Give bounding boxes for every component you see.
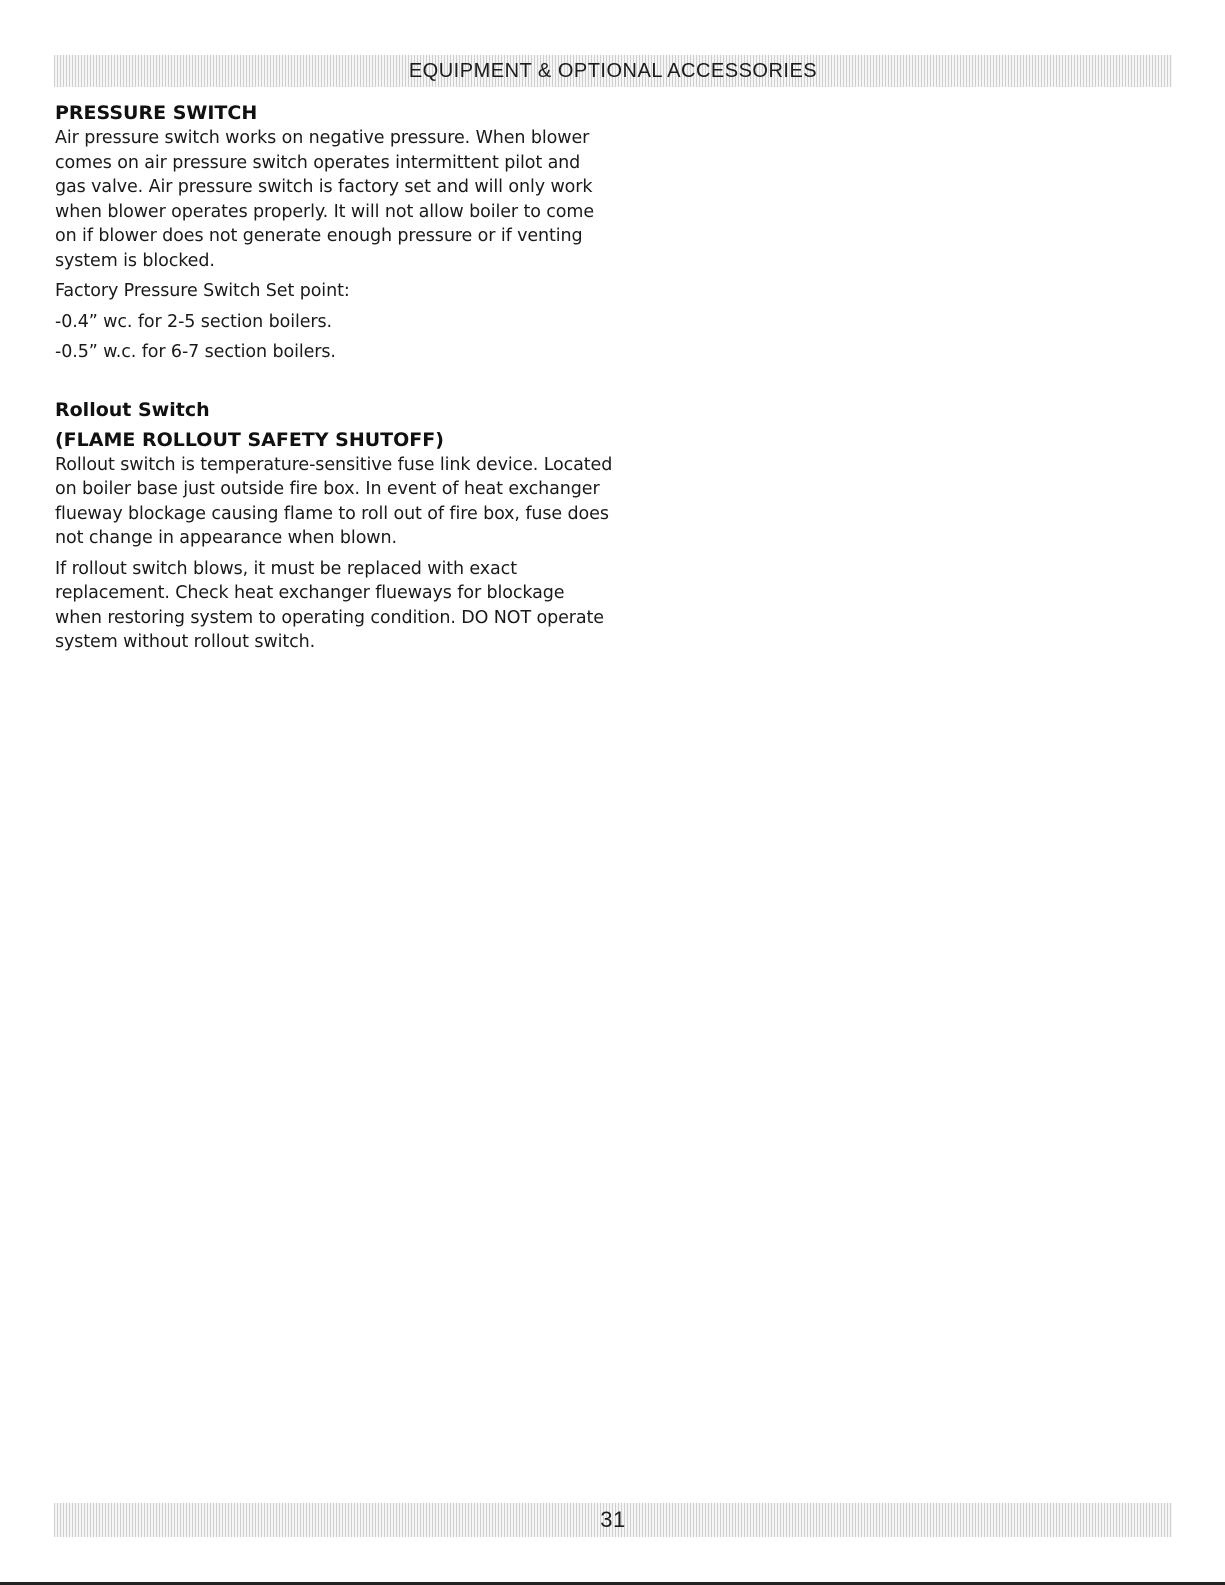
setpoint-label: Factory Pressure Switch Set point: bbox=[55, 281, 350, 301]
rollout-switch-subheading: (FLAME ROLLOUT SAFETY SHUTOFF) bbox=[55, 428, 444, 451]
section-gap bbox=[55, 371, 615, 397]
page-footer-banner bbox=[54, 1503, 1172, 1537]
main-content bbox=[55, 100, 615, 661]
rollout-switch-replacement-note: If rollout switch blows, it must be replaced with exact replacement. Check heat exchanger flueways for blockage when restoring system to operating condition. DO NOT operate system without rollout switch. bbox=[55, 558, 604, 652]
setpoint-6-7-section: -0.5” w.c. for 6-7 section boilers. bbox=[55, 342, 336, 362]
page-number: 31 bbox=[600, 1507, 626, 1532]
setpoint-2-5-section: -0.4” wc. for 2-5 section boilers. bbox=[55, 311, 332, 332]
section-title: EQUIPMENT & OPTIONAL ACCESSORIES bbox=[408, 59, 818, 82]
pressure-switch-description: Air pressure switch works on negative pressure. When blower comes on air pressure switch operates intermittent pilot and gas valve. Air pressure switch is factory set and will only work when blower operates properly. It will not allow boiler to come on if blower does not generate enough pressure or if venting system is blocked. bbox=[55, 128, 595, 271]
pressure-switch-heading: PRESSURE SWITCH bbox=[55, 102, 258, 124]
rollout-switch-description: Rollout switch is temperature-sensitive fuse link device. Located on boiler base just outside fire box. In event of heat exchanger flueway blockage causing flame to roll out of fire box, fuse does not change in appearance when blown. bbox=[55, 454, 613, 548]
rollout-switch-heading: Rollout Switch bbox=[55, 398, 210, 421]
section-header-banner bbox=[54, 55, 1172, 87]
